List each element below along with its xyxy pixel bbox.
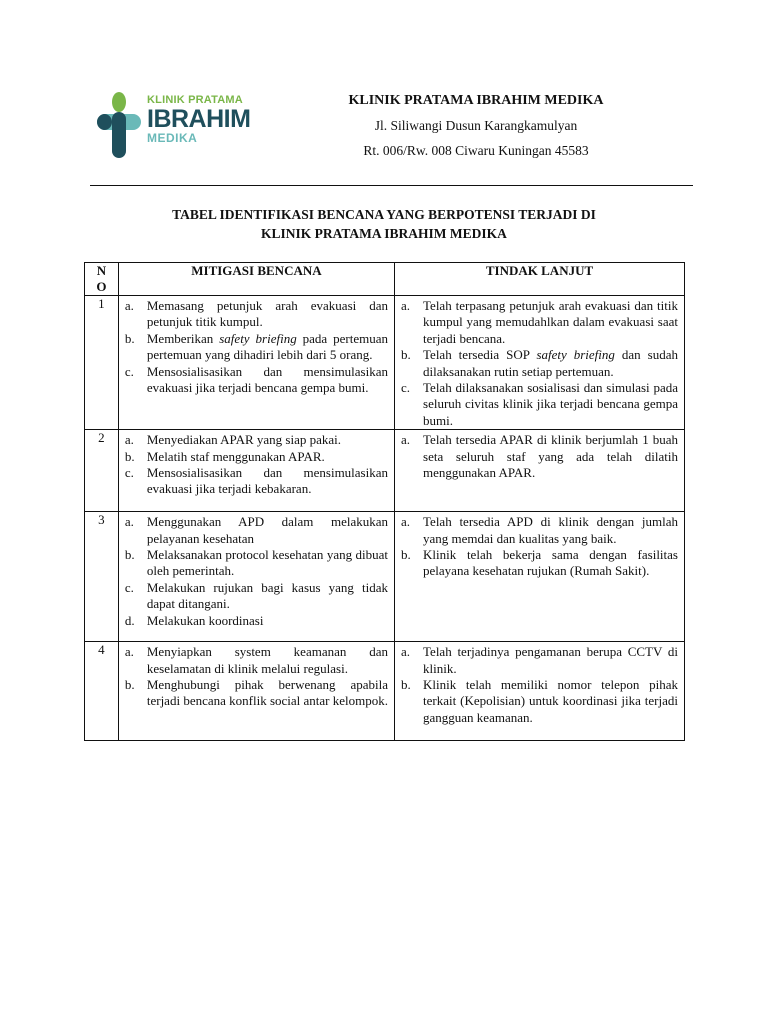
list-item xyxy=(125,331,388,364)
list-item xyxy=(125,465,388,498)
item-text: Mensosialisasikan dan mensimulasikan evakuasi jika terjadi kebakaran. xyxy=(146,465,389,497)
clinic-rt-rw: Rt. 006/Rw. 008 Ciwaru Kuningan 45583 xyxy=(363,143,589,158)
item-marker: b. xyxy=(401,347,411,363)
item-marker: c. xyxy=(124,363,134,379)
item-marker: d. xyxy=(124,612,135,628)
document-title xyxy=(100,205,668,243)
list-item xyxy=(401,677,678,726)
item-list xyxy=(395,512,684,580)
item-list xyxy=(119,512,394,629)
letterhead xyxy=(300,92,652,160)
item-text: Menyediakan APAR yang siap pakai. xyxy=(146,432,341,448)
list-item xyxy=(125,547,388,580)
disaster-identification-table xyxy=(84,262,685,741)
tindak-lanjut-cell xyxy=(395,296,685,430)
item-text: Klinik telah memiliki nomor telepon pihak terkait (Kepolisian) untuk koordinasi jika terjadi gangguan keamanan. xyxy=(423,677,678,725)
header-no-line-1: N xyxy=(96,263,107,278)
item-marker: a. xyxy=(401,644,411,660)
table-body xyxy=(85,296,685,741)
list-item xyxy=(125,580,388,613)
item-text: Melakukan koordinasi xyxy=(146,612,264,628)
item-list xyxy=(395,642,684,726)
item-text-post: pada pertemuan pertemuan yang dihadiri lebih dari 5 orang. xyxy=(146,330,389,363)
item-marker: a. xyxy=(401,432,411,448)
item-marker: b. xyxy=(124,448,135,464)
document-title-line-1: TABEL IDENTIFIKASI BENCANA YANG BERPOTENSI TERJADI DI xyxy=(172,207,596,222)
list-item xyxy=(125,613,388,629)
item-list xyxy=(119,642,394,710)
item-text-pre: Telah tersedia SOP xyxy=(423,347,537,363)
item-marker: a. xyxy=(124,432,134,448)
mitigasi-cell xyxy=(118,430,394,512)
list-item xyxy=(401,347,678,380)
item-marker: a. xyxy=(124,644,134,660)
document-title-line-2: KLINIK PRATAMA IBRAHIM MEDIKA xyxy=(261,226,507,241)
item-list xyxy=(119,296,394,396)
item-marker: b. xyxy=(124,677,135,693)
item-list xyxy=(395,430,684,481)
item-text: Telah tersedia APD di klinik dengan jumlah yang memdai dan kualitas yang baik. xyxy=(423,514,678,546)
item-text: Telah tersedia APAR di klinik berjumlah 1 buah seta seluruh staf yang ada telah dilatih menggunakan APAR. xyxy=(423,432,678,481)
item-text-italic: safety briefing xyxy=(536,347,615,363)
item-text: Telah terjadinya pengamanan berupa CCTV di klinik. xyxy=(423,644,678,676)
item-marker: c. xyxy=(124,465,134,481)
item-text-italic: safety briefing xyxy=(219,330,297,346)
row-number: 4 xyxy=(85,642,119,741)
list-item xyxy=(125,364,388,397)
item-text: Menyiapkan system keamanan dan keselamatan di klinik melalui regulasi. xyxy=(146,644,389,676)
item-text: Menggunakan APD dalam melakukan pelayanan kesehatan xyxy=(146,514,389,546)
item-list xyxy=(119,430,394,498)
item-marker: c. xyxy=(401,380,411,396)
item-marker: a. xyxy=(401,514,411,530)
clinic-logo xyxy=(95,90,251,162)
list-item xyxy=(401,298,678,347)
list-item xyxy=(401,514,678,547)
table-header-row xyxy=(85,263,685,296)
item-text-post: dan sudah dilaksanakan rutin setiap pertemuan. xyxy=(423,347,678,379)
logo-line-3: MEDIKA xyxy=(147,131,198,145)
tindak-lanjut-cell xyxy=(395,642,685,741)
item-text: Melakukan rujukan bagi kasus yang tidak dapat ditangani. xyxy=(146,579,389,612)
item-marker: b. xyxy=(124,547,135,563)
item-text: Melaksanakan protocol kesehatan yang dibuat oleh pemerintah. xyxy=(146,547,389,579)
item-marker: a. xyxy=(401,298,411,313)
item-text: Mensosialisasikan dan mensimulasikan evakuasi jika terjadi bencana gempa bumi. xyxy=(146,363,389,396)
list-item xyxy=(125,432,388,448)
list-item xyxy=(125,449,388,465)
clinic-name: KLINIK PRATAMA IBRAHIM MEDIKA xyxy=(348,93,604,108)
table-row xyxy=(85,430,685,512)
header-no xyxy=(85,263,119,296)
item-text: Melatih staf menggunakan APAR. xyxy=(146,448,325,464)
tindak-lanjut-cell xyxy=(395,512,685,642)
item-text: Menghubungi pihak berwenang apabila terjadi bencana konflik social antar kelompok. xyxy=(146,677,389,709)
letterhead-divider xyxy=(90,185,693,186)
table-row xyxy=(85,642,685,741)
item-marker: a. xyxy=(124,514,134,530)
item-text: Telah dilaksanakan sosialisasi dan simulasi pada seluruh civitas klinik jika terjadi bencana gempa bumi. xyxy=(423,380,678,428)
item-marker: b. xyxy=(124,330,135,346)
list-item xyxy=(125,514,388,547)
tindak-lanjut-cell xyxy=(395,430,685,512)
item-text: Telah terpasang petunjuk arah evakuasi dan titik kumpul yang memudahlkan dalam evakuasi saat terjadi bencana. xyxy=(423,298,678,346)
logo-line-1: KLINIK PRATAMA xyxy=(147,94,243,106)
list-item xyxy=(401,432,678,481)
item-text xyxy=(147,331,388,364)
item-marker: b. xyxy=(401,547,411,563)
item-text: Memasang petunjuk arah evakuasi dan petunjuk titik kumpul. xyxy=(146,298,389,330)
table-row xyxy=(85,512,685,642)
clinic-address: Jl. Siliwangi Dusun Karangkamulyan xyxy=(374,118,578,133)
list-item xyxy=(401,644,678,677)
item-marker: a. xyxy=(124,298,134,313)
list-item xyxy=(125,644,388,677)
item-text-pre: Memberikan xyxy=(146,330,220,346)
list-item xyxy=(401,380,678,429)
item-marker: c. xyxy=(124,579,134,595)
table-row xyxy=(85,296,685,430)
row-number: 1 xyxy=(85,296,119,430)
row-number: 2 xyxy=(85,430,119,512)
item-text: Klinik telah bekerja sama dengan fasilitas pelayana kesehatan rujukan (Rumah Sakit). xyxy=(423,547,678,579)
header-no-line-2: O xyxy=(96,279,107,294)
row-number: 3 xyxy=(85,512,119,642)
logo-line-2: IBRAHIM xyxy=(147,105,251,133)
list-item xyxy=(125,298,388,331)
mitigasi-cell xyxy=(118,512,394,642)
medical-cross-icon xyxy=(95,90,143,162)
item-text xyxy=(423,347,678,380)
item-marker: b. xyxy=(401,677,411,693)
header-mitigasi: MITIGASI BENCANA xyxy=(118,263,394,296)
mitigasi-cell xyxy=(118,642,394,741)
header-tindak-lanjut: TINDAK LANJUT xyxy=(395,263,685,296)
list-item xyxy=(125,677,388,710)
list-item xyxy=(401,547,678,580)
item-list xyxy=(395,296,684,429)
logo-wordmark xyxy=(147,94,250,145)
mitigasi-cell xyxy=(118,296,394,430)
